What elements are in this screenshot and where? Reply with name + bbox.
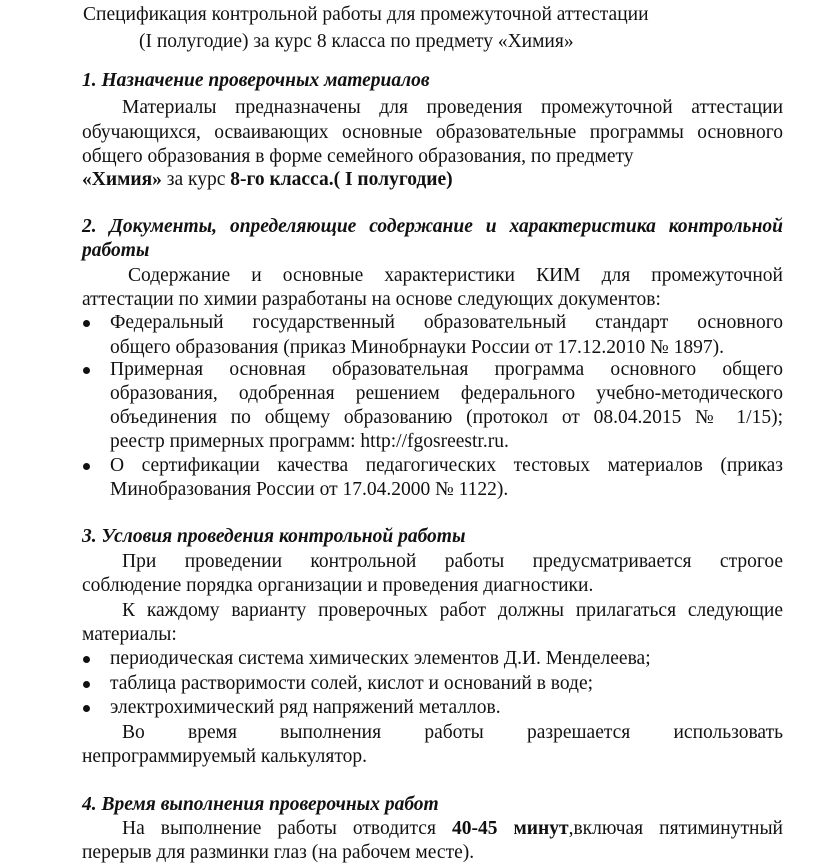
section-3-heading: 3. Условия проведения контрольной работы [82, 526, 466, 547]
doc-list-item-2-line-4: реестр примерных программ: http://fgosreestr.ru. [110, 431, 509, 452]
section-3-text-line-5: Во время выполнения работы разрешается использовать [122, 722, 783, 743]
section-3-text-line-3: К каждому варианту проверочных работ должны прилагаться следующие [122, 600, 783, 621]
duration-prefix: На выполнение работы отводится [122, 818, 452, 839]
course-label: за курс [161, 169, 231, 190]
materials-list-item-3: электрохимический ряд напряжений металлов. [110, 697, 501, 718]
doc-list-item-3-line-1: О сертификации качества педагогических тестовых материалов (приказ [110, 455, 783, 476]
duration-value: 40-45 минут [451, 818, 569, 839]
section-3-text-line-6: непрограммируемый калькулятор. [82, 746, 367, 767]
section-1-text-line-1: Материалы предназначены для проведения промежуточной аттестации [122, 97, 783, 118]
subject-name: «Химия» [82, 169, 162, 190]
bullet-icon [83, 681, 90, 688]
section-1-text-line-2: обучающихся, осваивающих основные образовательные программы основного [82, 122, 783, 143]
doc-list-item-2-line-1: Примерная основная образовательная программа основного общего [110, 359, 783, 380]
doc-list-item-3-line-2: Минобразования России от 17.04.2000 № 1122). [110, 479, 509, 500]
section-2-text-line-2: аттестации по химии разработаны на основе следующих документов: [82, 289, 661, 310]
section-1-text-line-3: общего образования в форме семейного образования, по предмету [82, 146, 634, 167]
section-3-text-line-1: При проведении контрольной работы предусматривается строгое [122, 551, 783, 572]
section-3-text-line-4: материалы: [82, 624, 177, 645]
section-4-text-line-1 [122, 817, 783, 841]
section-2-text-line-1: Содержание и основные характеристики КИМ для промежуточной [128, 265, 783, 286]
section-4-heading: 4. Время выполнения проверочных работ [82, 794, 439, 815]
bullet-icon [83, 320, 90, 327]
section-4-text-line-2: перерыв для разминки глаз (на рабочем месте). [82, 842, 475, 863]
duration-suffix: ,включая пятиминутный [568, 818, 783, 839]
bullet-icon [83, 656, 90, 663]
section-3-text-line-2: соблюдение порядка организации и проведения диагностики. [82, 575, 594, 596]
doc-list-item-1-line-2: общего образования (приказ Минобрнауки России от 17.12.2010 № 1897). [110, 337, 725, 358]
bullet-icon [83, 463, 90, 470]
doc-list-item-1-line-1: Федеральный государственный образовательный стандарт основного [110, 312, 783, 333]
doc-list-item-2-line-2: образования, одобренная решением федерального учебно-методического [110, 383, 783, 404]
bullet-icon [83, 705, 90, 712]
materials-list-item-2: таблица растворимости солей, кислот и оснований в воде; [110, 673, 594, 694]
doc-list-item-2-line-3: объединения по общему образованию (протокол от 08.04.2015 № 1/15); [110, 407, 783, 428]
materials-list-item-1: периодическая система химических элементов Д.И. Менделеева; [110, 648, 651, 669]
grade-label: 8-го класса.( I полугодие) [230, 169, 453, 190]
doc-title-line-2: (I полугодие) за курс 8 класса по предмету «Химия» [139, 31, 574, 52]
section-2-heading-line-2: работы [82, 240, 150, 261]
section-2-heading-line-1: 2. Документы, определяющие содержание и характеристика контрольной [82, 216, 783, 237]
bullet-icon [83, 367, 90, 374]
doc-title-line-1: Спецификация контрольной работы для промежуточной аттестации [83, 4, 649, 25]
section-1-heading: 1. Назначение проверочных материалов [82, 70, 430, 91]
section-1-text-line-4 [82, 168, 453, 192]
